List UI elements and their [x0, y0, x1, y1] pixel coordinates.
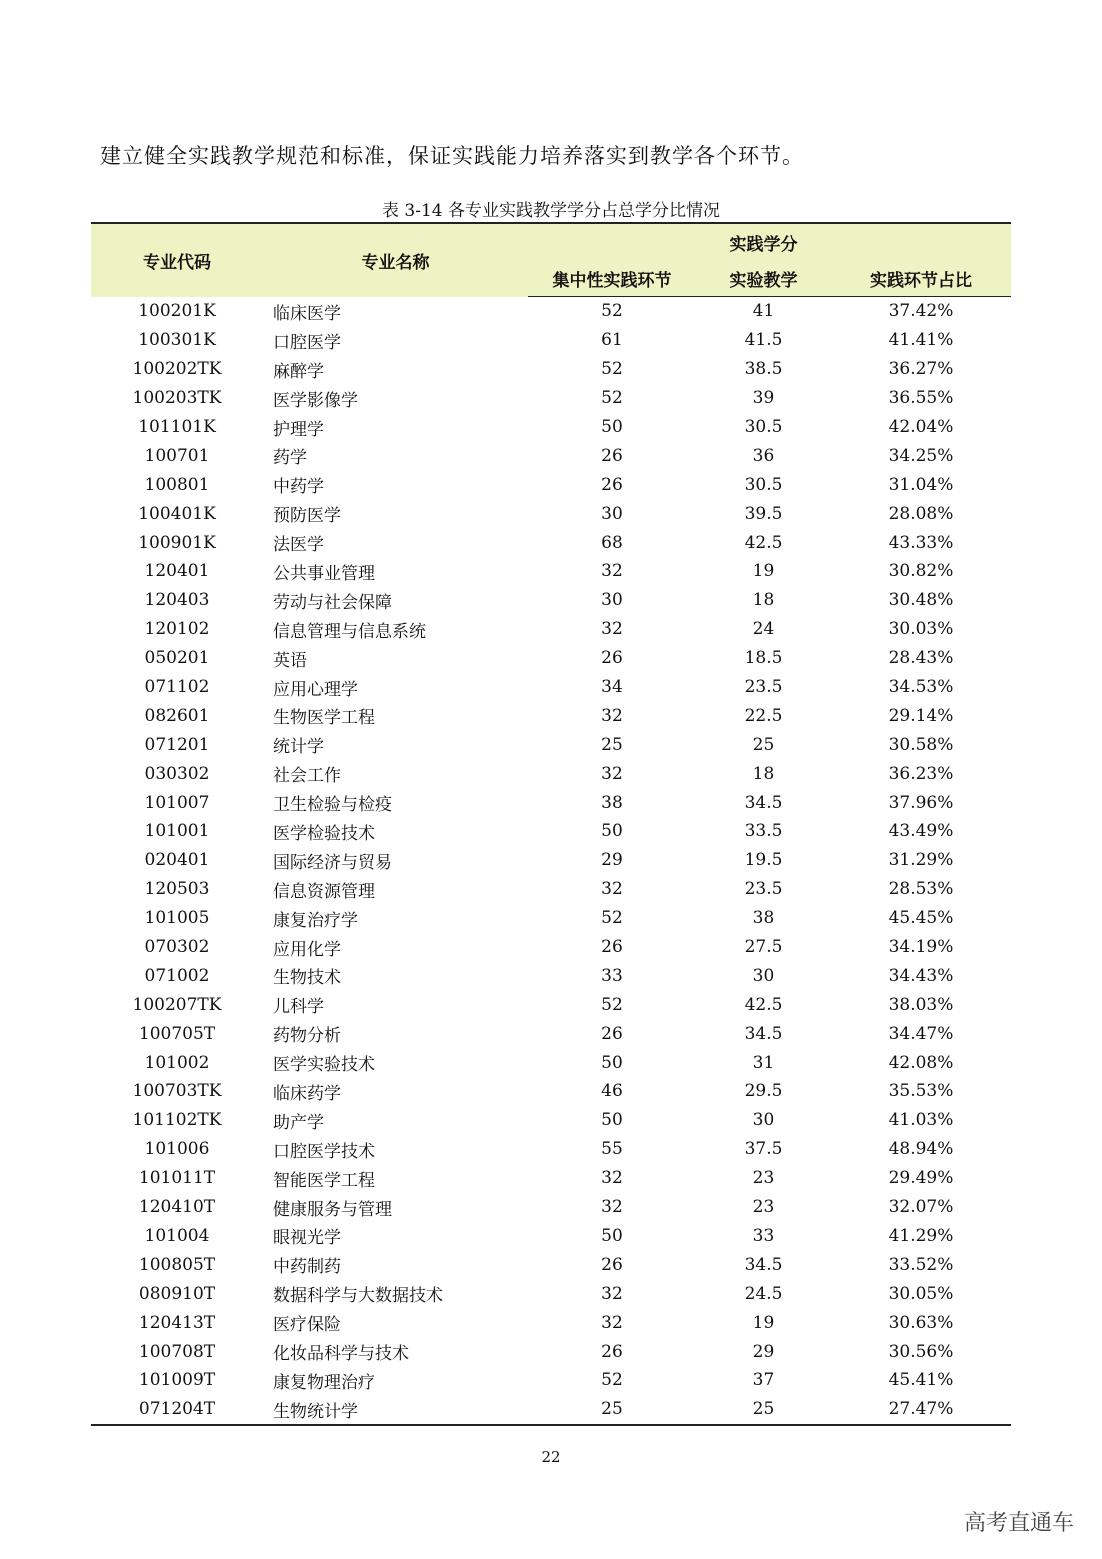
cell-experiment: 34.5 [744, 1254, 783, 1275]
cell-concentrated: 46 [601, 1081, 623, 1102]
cell-name: 卫生检验与检疫 [273, 795, 392, 816]
cell-name: 智能医学工程 [273, 1170, 375, 1191]
table-row [91, 759, 1011, 788]
cell-experiment: 30 [752, 1110, 775, 1131]
cell-ratio: 28.43% [888, 648, 954, 669]
table-row [91, 904, 1011, 933]
table-row [91, 1250, 1011, 1279]
cell-concentrated: 50 [601, 417, 623, 437]
table-row [91, 701, 1011, 730]
cell-experiment: 19 [752, 561, 775, 582]
cell-concentrated: 26 [601, 937, 623, 958]
cell-name: 生物统计学 [263, 1395, 528, 1425]
cell-code: 100805T [138, 1254, 216, 1275]
cell-ratio: 36.55% [888, 388, 954, 409]
cell-concentrated: 32 [601, 561, 623, 582]
table-row [91, 1222, 1011, 1251]
cell-concentrated: 52 [601, 994, 623, 1015]
cell-concentrated: 30 [601, 503, 623, 524]
cell-concentrated: 52 [601, 388, 623, 409]
cell-experiment: 30.5 [744, 474, 783, 495]
cell-code: 082601 [144, 705, 210, 726]
cell-code: 100705T [138, 1023, 216, 1044]
cell-concentrated: 61 [601, 330, 623, 351]
table-row [91, 1193, 1011, 1222]
header-concentrated: 集中性实践环节 [528, 260, 696, 297]
cell-concentrated: 30 [601, 590, 623, 611]
table-row [91, 586, 1011, 615]
table-row [91, 355, 1011, 384]
cell-code: 101005 [144, 908, 210, 929]
cell-concentrated: 33 [601, 965, 623, 986]
cell-experiment: 19.5 [744, 850, 783, 871]
table-row [91, 297, 1011, 326]
cell-concentrated: 38 [601, 792, 623, 813]
cell-concentrated: 26 [601, 1023, 623, 1044]
cell-code: 100801 [144, 474, 210, 495]
cell-code: 071204T [91, 1395, 263, 1425]
cell-ratio: 37.96% [888, 792, 954, 813]
table-row [91, 1077, 1011, 1106]
table-row [91, 1366, 1011, 1395]
cell-name: 医学影像学 [273, 390, 358, 411]
cell-name: 药物分析 [273, 1026, 341, 1047]
cell-experiment: 23.5 [744, 677, 783, 698]
cell-ratio: 30.03% [888, 619, 954, 640]
cell-experiment: 41 [752, 301, 775, 322]
cell-experiment: 41.5 [744, 330, 783, 351]
cell-code: 101006 [144, 1139, 210, 1160]
cell-code: 101102TK [132, 1110, 222, 1131]
cell-name: 化妆品科学与技术 [273, 1344, 409, 1364]
cell-ratio: 34.43% [888, 965, 954, 986]
cell-experiment: 24 [752, 619, 775, 640]
cell-experiment: 25 [696, 1395, 831, 1425]
cell-name: 英语 [273, 650, 307, 671]
cell-code: 101004 [144, 1225, 210, 1246]
cell-concentrated: 55 [601, 1139, 623, 1160]
cell-concentrated: 52 [601, 359, 623, 380]
cell-concentrated: 32 [601, 1312, 623, 1333]
cell-ratio: 32.07% [888, 1197, 954, 1218]
table-row [91, 1135, 1011, 1164]
cell-concentrated: 50 [601, 1110, 623, 1131]
cell-ratio: 27.47% [831, 1395, 1011, 1425]
cell-ratio: 41.03% [888, 1110, 954, 1131]
cell-concentrated: 52 [601, 908, 623, 929]
table-row [91, 644, 1011, 673]
table-row [91, 615, 1011, 644]
cell-code: 080910T [138, 1283, 216, 1304]
cell-experiment: 38.5 [744, 359, 783, 380]
header-experiment: 实验教学 [696, 260, 831, 297]
cell-name: 药学 [273, 448, 307, 469]
cell-ratio: 36.23% [888, 763, 954, 784]
cell-code: 100901K [138, 532, 216, 553]
table-row [91, 875, 1011, 904]
cell-experiment: 34.5 [744, 1023, 783, 1044]
cell-experiment: 23 [752, 1168, 775, 1189]
cell-experiment: 34.5 [744, 792, 783, 813]
watermark: 高考直通车 [963, 1511, 1074, 1536]
table-row [91, 1164, 1011, 1193]
cell-ratio: 33.52% [888, 1254, 954, 1275]
cell-ratio: 34.47% [888, 1023, 954, 1044]
header-code: 专业代码 [91, 223, 263, 297]
cell-experiment: 18.5 [744, 648, 783, 669]
table-row [91, 990, 1011, 1019]
table-row [91, 1337, 1011, 1366]
cell-name: 儿科学 [273, 997, 324, 1018]
cell-name: 信息资源管理 [273, 881, 375, 902]
cell-name: 劳动与社会保障 [273, 592, 392, 613]
cell-ratio: 29.49% [888, 1168, 954, 1189]
table-caption: 表 3-14 各专业实践教学学分占总学分比情况 [382, 201, 720, 221]
cell-experiment: 23.5 [744, 879, 783, 900]
cell-experiment: 25 [752, 734, 775, 755]
cell-name: 生物医学工程 [273, 708, 375, 729]
header-group: 实践学分 [696, 223, 831, 260]
table-row [91, 673, 1011, 702]
cell-ratio: 45.41% [888, 1370, 954, 1391]
cell-concentrated: 25 [601, 734, 623, 755]
cell-name: 社会工作 [273, 766, 341, 787]
header-name: 专业名称 [263, 223, 528, 297]
table-row [91, 557, 1011, 586]
cell-code: 120401 [144, 561, 210, 582]
cell-ratio: 34.25% [888, 445, 954, 466]
cell-experiment: 37 [752, 1370, 775, 1391]
table-row [91, 1106, 1011, 1135]
cell-name: 助产学 [273, 1112, 324, 1133]
cell-name: 医疗保险 [273, 1315, 341, 1336]
table-row [91, 528, 1011, 557]
cell-name: 口腔医学技术 [273, 1141, 375, 1162]
table-row [91, 413, 1011, 442]
cell-name: 中药学 [273, 477, 324, 498]
cell-concentrated: 26 [601, 648, 623, 669]
cell-ratio: 34.53% [888, 677, 954, 698]
cell-ratio: 41.41% [888, 330, 954, 351]
cell-ratio: 30.05% [888, 1283, 954, 1304]
table-row [91, 933, 1011, 962]
cell-experiment: 18 [752, 763, 775, 784]
cell-concentrated: 52 [601, 1370, 623, 1391]
cell-ratio: 43.33% [888, 532, 954, 553]
cell-code: 030302 [144, 763, 210, 784]
cell-experiment: 33.5 [744, 821, 783, 842]
cell-concentrated: 26 [601, 474, 623, 495]
cell-code: 101009T [138, 1370, 216, 1391]
cell-code: 101002 [144, 1052, 210, 1073]
cell-code: 100301K [138, 330, 216, 351]
cell-ratio: 43.49% [888, 821, 954, 842]
cell-ratio: 30.48% [888, 590, 954, 611]
cell-name: 预防医学 [273, 506, 341, 527]
cell-code: 071102 [144, 677, 210, 698]
cell-concentrated: 32 [601, 1168, 623, 1189]
page-number: 22 [541, 1448, 561, 1466]
cell-experiment: 29.5 [744, 1081, 783, 1102]
cell-experiment: 42.5 [744, 532, 783, 553]
cell-code: 120403 [144, 590, 210, 611]
cell-concentrated: 32 [601, 619, 623, 640]
cell-ratio: 30.56% [888, 1341, 954, 1362]
cell-name: 康复物理治疗 [273, 1372, 375, 1393]
cell-name: 眼视光学 [273, 1228, 341, 1249]
table-row [91, 788, 1011, 817]
cell-name: 应用化学 [273, 939, 341, 960]
cell-concentrated: 25 [528, 1395, 696, 1425]
cell-ratio: 28.08% [888, 503, 954, 524]
cell-concentrated: 29 [601, 850, 623, 871]
cell-experiment: 33 [752, 1225, 775, 1246]
cell-code: 101101K [138, 417, 216, 437]
intro-paragraph: 建立健全实践教学规范和标准，保证实践能力培养落实到教学各个环节。 [100, 144, 804, 168]
cell-code: 120503 [144, 879, 210, 900]
table-row [91, 730, 1011, 759]
cell-experiment: 42.5 [744, 994, 783, 1015]
cell-code: 100701 [144, 445, 210, 466]
cell-experiment: 36 [752, 445, 775, 466]
table-row [91, 499, 1011, 528]
cell-ratio: 37.42% [888, 301, 954, 322]
cell-ratio: 29.14% [888, 705, 954, 726]
cell-code: 120410T [138, 1197, 216, 1218]
cell-experiment: 22.5 [744, 705, 783, 726]
cell-code: 020401 [144, 850, 210, 871]
cell-code: 100708T [138, 1341, 216, 1362]
cell-experiment: 30.5 [744, 417, 783, 437]
cell-experiment: 38 [752, 908, 775, 929]
table-row [91, 441, 1011, 470]
cell-experiment: 39.5 [744, 503, 783, 524]
cell-code: 050201 [144, 648, 210, 669]
cell-code: 100703TK [132, 1081, 222, 1102]
cell-name: 信息管理与信息系统 [273, 621, 426, 642]
header-ratio: 实践环节占比 [831, 260, 1011, 297]
cell-concentrated: 32 [601, 879, 623, 900]
cell-code: 100201K [138, 301, 216, 322]
cell-name: 公共事业管理 [273, 563, 375, 584]
cell-ratio: 30.82% [888, 561, 954, 582]
cell-experiment: 18 [752, 590, 775, 611]
cell-experiment: 24.5 [744, 1283, 783, 1304]
cell-code: 071002 [144, 965, 210, 986]
cell-concentrated: 32 [601, 763, 623, 784]
table-row [91, 1279, 1011, 1308]
cell-code: 100401K [138, 503, 216, 524]
cell-ratio: 42.04% [888, 417, 954, 437]
table-body [91, 297, 1011, 1425]
cell-experiment: 23 [752, 1197, 775, 1218]
cell-name: 护理学 [273, 419, 324, 440]
cell-experiment: 31 [752, 1052, 775, 1073]
cell-name: 数据科学与大数据技术 [273, 1286, 443, 1307]
cell-ratio: 28.53% [888, 879, 954, 900]
cell-concentrated: 32 [601, 1283, 623, 1304]
table-row [91, 1308, 1011, 1337]
cell-concentrated: 26 [601, 1254, 623, 1275]
cell-experiment: 37.5 [744, 1139, 783, 1160]
cell-code: 070302 [144, 937, 210, 958]
cell-code: 100207TK [132, 994, 222, 1015]
table-row [91, 846, 1011, 875]
cell-concentrated: 52 [601, 301, 623, 322]
cell-ratio: 35.53% [888, 1081, 954, 1102]
cell-concentrated: 26 [601, 1341, 623, 1362]
cell-name: 临床药学 [273, 1083, 341, 1104]
cell-concentrated: 68 [601, 532, 623, 553]
table-row [91, 1048, 1011, 1077]
cell-ratio: 30.58% [888, 734, 954, 755]
cell-name: 临床医学 [273, 303, 341, 324]
cell-experiment: 30 [752, 965, 775, 986]
cell-ratio: 31.29% [888, 850, 954, 871]
cell-name: 应用心理学 [273, 679, 358, 700]
cell-concentrated: 26 [601, 445, 623, 466]
cell-name: 生物技术 [273, 968, 341, 989]
cell-name: 麻醉学 [273, 361, 324, 382]
table-row [91, 1019, 1011, 1048]
cell-ratio: 31.04% [888, 474, 954, 495]
cell-code: 100202TK [132, 359, 222, 380]
table-row [91, 961, 1011, 990]
cell-concentrated: 32 [601, 1197, 623, 1218]
cell-name: 医学检验技术 [273, 823, 375, 844]
cell-concentrated: 50 [601, 1225, 623, 1246]
table-row [91, 817, 1011, 846]
cell-code: 071201 [144, 734, 210, 755]
cell-experiment: 39 [752, 388, 775, 409]
cell-concentrated: 50 [601, 1052, 623, 1073]
cell-concentrated: 50 [601, 821, 623, 842]
cell-name: 统计学 [273, 737, 324, 758]
cell-ratio: 42.08% [888, 1052, 954, 1073]
cell-experiment: 29 [752, 1341, 775, 1362]
table-row [91, 326, 1011, 355]
cell-name: 口腔医学 [273, 332, 341, 353]
practice-credit-table [91, 222, 1011, 1426]
cell-ratio: 36.27% [888, 359, 954, 380]
cell-name: 医学实验技术 [273, 1055, 375, 1076]
cell-name: 国际经济与贸易 [273, 852, 392, 873]
cell-ratio: 45.45% [888, 908, 954, 929]
cell-experiment: 27.5 [744, 937, 783, 958]
cell-name: 健康服务与管理 [273, 1199, 392, 1220]
cell-ratio: 30.63% [888, 1312, 954, 1333]
header-row-top [91, 223, 1011, 260]
cell-code: 101011T [138, 1168, 216, 1189]
cell-experiment: 19 [752, 1312, 775, 1333]
cell-ratio: 34.19% [888, 937, 954, 958]
cell-code: 101001 [144, 821, 210, 842]
cell-code: 101007 [144, 792, 210, 813]
cell-concentrated: 32 [601, 705, 623, 726]
cell-code: 120413T [138, 1312, 216, 1333]
table-row [91, 470, 1011, 499]
cell-ratio: 48.94% [888, 1139, 954, 1160]
cell-name: 法医学 [273, 535, 324, 556]
table-row [91, 1395, 1011, 1425]
cell-concentrated: 34 [601, 677, 623, 698]
cell-name: 中药制药 [273, 1257, 341, 1278]
cell-ratio: 41.29% [888, 1225, 954, 1246]
cell-code: 120102 [144, 619, 210, 640]
table-row [91, 384, 1011, 413]
cell-code: 100203TK [132, 388, 222, 409]
cell-name: 康复治疗学 [273, 910, 358, 931]
cell-ratio: 38.03% [888, 994, 954, 1015]
